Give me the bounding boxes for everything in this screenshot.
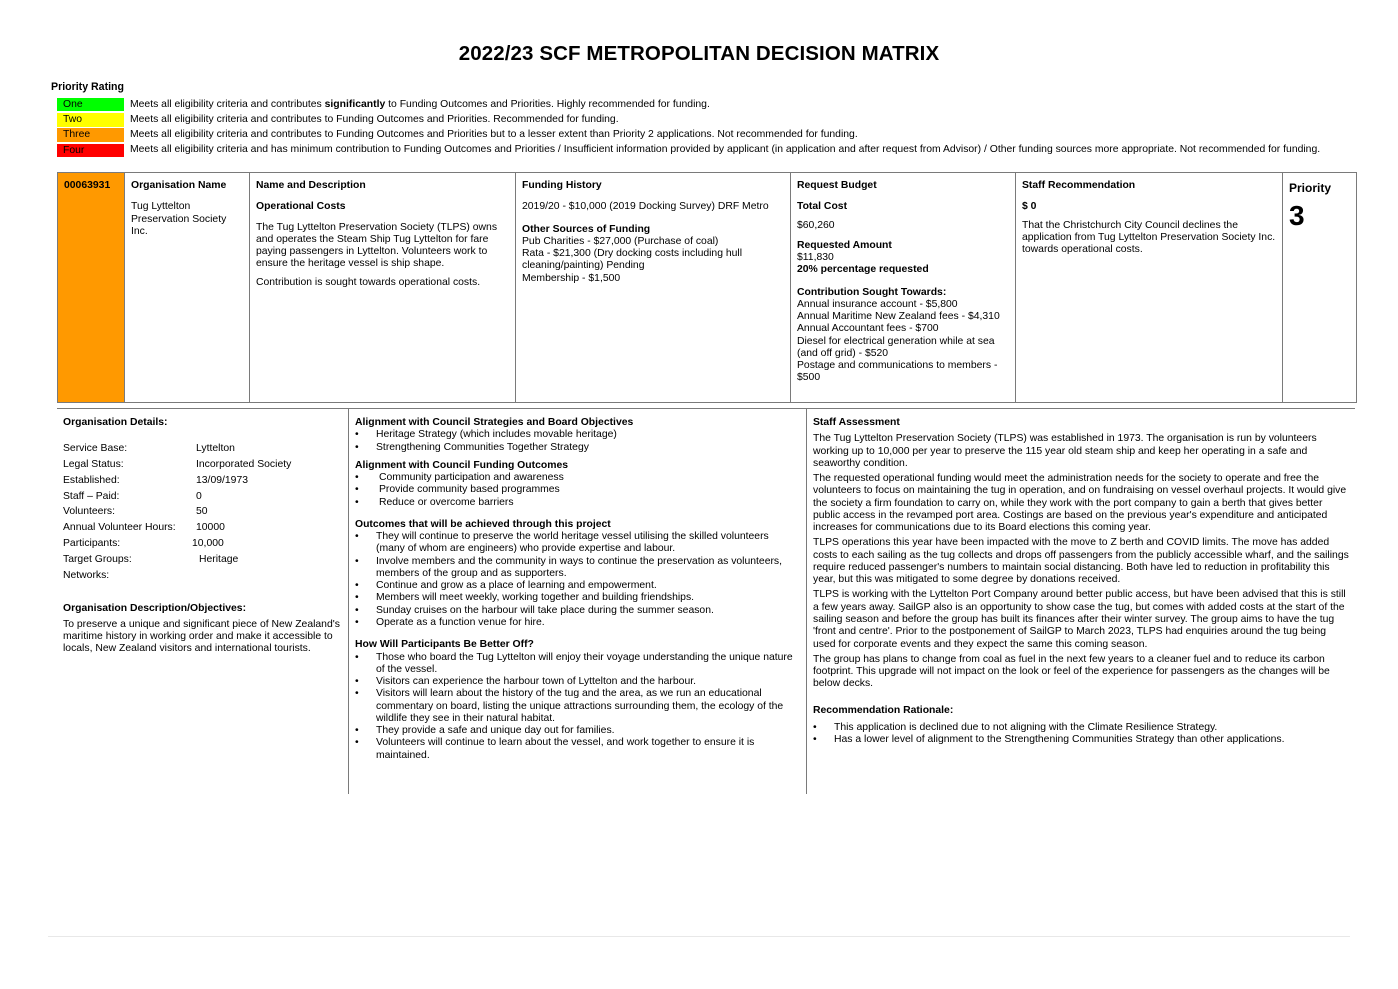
other-source-item: Rata - $21,300 (Dry docking costs including hull cleaning/painting) Pending	[522, 248, 743, 272]
request-budget-header: Request Budget	[797, 180, 877, 191]
total-cost-label: Total Cost	[797, 201, 848, 213]
priority-label: Priority	[1289, 181, 1332, 195]
priority-rating-text-end: to Funding Outcomes and Priorities. Highly recommended for funding.	[385, 98, 710, 110]
organisation-detail-label: Legal Status:	[63, 459, 124, 471]
staff-assessment-section	[806, 409, 1355, 794]
staff-recommendation-header: Staff Recommendation	[1022, 180, 1136, 191]
footer-divider	[48, 936, 1350, 937]
staff-assessment-heading: Staff Assessment	[813, 417, 900, 428]
organisation-detail-label: Service Base:	[63, 443, 128, 455]
page-title: 2022/23 SCF METROPOLITAN DECISION MATRIX	[458, 42, 940, 65]
priority-rating-swatch: One	[57, 98, 124, 112]
staff-assessment-paragraph: TLPS is working with the Lyttelton Port Company around better public access, but have been advised that this is still a few years away. SailGP also is an opportunity to show case the tug, but comes with added costs at the start of the sailing season and before the group has built its finances after their winter survey. The group aims to have the tug 'front and centre'. Prior to the postponement of SailGP to March 2023, TLPS had enquiries around the tug being used for corporate events and they expect the same this coming season.	[813, 589, 1346, 650]
organisation-detail-value: 10000	[196, 522, 225, 534]
priority-rating-text: Meets all eligibility criteria and has minimum contribution to Funding Outcomes and Priorities / Insufficient information provided by applicant (in application and after request from Advisor) / Other funding sources more appropriate. Not recommended for funding.	[130, 144, 1321, 156]
staff-recommendation-cell	[1016, 173, 1283, 402]
funding-history-header: Funding History	[522, 180, 602, 191]
organisation-detail-label: Annual Volunteer Hours:	[63, 522, 176, 534]
funding-outcome-item: • Community participation and awareness	[355, 472, 800, 484]
staff-assessment-body	[813, 433, 1349, 690]
participant-benefit-item: • Visitors can experience the harbour town of Lyttelton and the harbour.	[355, 676, 800, 688]
participant-benefit-item: • Visitors will learn about the history of the tug and the area, as we run an educational commentary on board, listing the unique attractions surrounding them, the ecology of the wildlife they see in their natural habitat.	[355, 688, 800, 725]
organisation-detail-row	[63, 457, 342, 473]
name-description-header: Name and Description	[256, 180, 366, 191]
other-source-item: Pub Charities - $27,000 (Purchase of coal)	[522, 235, 719, 247]
organisation-name-header: Organisation Name	[131, 180, 227, 191]
organisation-detail-value: 10,000	[192, 538, 224, 550]
rationale-item: • This application is declined due to not aligning with the Climate Resilience Strategy.	[813, 722, 1349, 734]
organisation-detail-label: Volunteers:	[63, 506, 115, 518]
organisation-detail-label: Established:	[63, 474, 120, 486]
requested-amount-value: $11,830	[797, 252, 834, 264]
project-outcome-item: • Sunday cruises on the harbour will take place during the summer season.	[355, 605, 800, 617]
organisation-detail-row	[63, 473, 342, 489]
organisation-detail-row	[63, 441, 342, 457]
contribution-sought-list	[797, 299, 1009, 385]
funding-outcome-item: • Provide community based programmes	[355, 484, 800, 496]
strategies-list	[355, 429, 800, 454]
requested-amount-label: Requested Amount	[797, 239, 892, 251]
application-id-cell	[58, 173, 125, 402]
rationale-item: • Has a lower level of alignment to the Strengthening Communities Strategy than other applications.	[813, 734, 1349, 746]
priority-rating-row	[57, 128, 1320, 143]
contribution-item: Annual insurance account - $5,800	[797, 298, 958, 310]
staff-assessment-paragraph: The Tug Lyttelton Preservation Society (TLPS) was established in 1973. The organisation is run by volunteers working up to 10,000 per year to preserve the 115 year old steam ship and keep her operating in a safe and seaworthy condition.	[813, 433, 1317, 469]
organisation-name: Tug Lyttelton Preservation Society Inc.	[131, 201, 227, 237]
organisation-detail-value: Incorporated Society	[196, 459, 292, 471]
recommendation-rationale-heading: Recommendation Rationale:	[813, 704, 954, 716]
organisation-description-text: To preserve a unique and significant piece of New Zealand's maritime history in working order and make it accessible to locals, New Zealand visitors and international tourists.	[63, 618, 340, 655]
funding-outcomes-heading: Alignment with Council Funding Outcomes	[355, 459, 568, 471]
staff-assessment-paragraph: TLPS operations this year have been impacted with the move to Z berth and COVID limits. The move has added costs to each sailing as the tug collects and drops off passengers from the publicly accessible wharf, and the sailings require reduced passenger's numbers to maintain social distancing. Both have led to reduction in profitability this year, but this was mitigated to some degree by donations received.	[813, 537, 1349, 586]
project-outcomes-heading: Outcomes that will be achieved through this project	[355, 518, 611, 530]
organisation-detail-row	[63, 536, 342, 552]
priority-rating-description	[130, 114, 619, 126]
other-sources-header: Other Sources of Funding	[522, 223, 651, 235]
organisation-detail-value: Lyttelton	[196, 443, 235, 455]
staff-recommendation-text: That the Christchurch City Council declines the application from Tug Lyttelton Preservation Society Inc. towards operational costs.	[1022, 219, 1276, 256]
organisation-details-heading: Organisation Details:	[63, 417, 168, 428]
total-cost-value: $60,260	[797, 219, 835, 231]
organisation-detail-row	[63, 504, 342, 520]
funding-outcome-item: • Reduce or overcome barriers	[355, 497, 800, 509]
other-sources-list	[522, 236, 784, 285]
organisation-description-heading: Organisation Description/Objectives:	[63, 603, 247, 615]
priority-rating-text: Meets all eligibility criteria and contributes to Funding Outcomes and Priorities. Recommended for funding.	[130, 113, 619, 125]
project-outcome-item: • Members will meet weekly, working together and building friendships.	[355, 592, 800, 604]
priority-rating-swatch: Three	[57, 128, 124, 142]
priority-rating-row	[57, 143, 1320, 158]
application-id: 00063931	[64, 180, 111, 191]
project-name: Operational Costs	[256, 201, 346, 213]
organisation-detail-label: Staff – Paid:	[63, 490, 120, 502]
organisation-detail-row	[63, 568, 342, 584]
recommendation-rationale-list	[813, 722, 1349, 747]
funding-history-entry: 2019/20 - $10,000 (2019 Docking Survey) DRF Metro	[522, 201, 769, 213]
requested-percentage: 20% percentage requested	[797, 264, 929, 276]
participant-benefit-item: • They provide a safe and unique day out for families.	[355, 725, 800, 737]
organisation-name-cell	[125, 173, 250, 402]
organisation-details-section	[57, 409, 348, 794]
participant-benefit-item: • Volunteers will continue to learn about the vessel, and work together to ensure it is maintained.	[355, 737, 800, 762]
priority-rating-description	[130, 144, 1320, 156]
request-budget-cell	[791, 173, 1016, 402]
priority-rating-swatch: Four	[57, 144, 124, 158]
organisation-detail-value: 0	[196, 490, 202, 502]
project-description: The Tug Lyttelton Preservation Society (TLPS) owns and operates the Steam Ship Tug Lyttelton for fare paying passengers in Lyttelton. Volunteers work to ensure the heritage vessel is ship shape.	[256, 221, 498, 270]
contribution-item: Annual Maritime New Zealand fees - $4,310	[797, 311, 1000, 323]
priority-rating-emphasis: significantly	[324, 98, 386, 110]
staff-assessment-paragraph: The group has plans to change from coal as fuel in the next few years to a cleaner fuel and to reduce its carbon footprint. This upgrade will not impact on the look or feel of the experience for passengers as the changes will be below decks.	[813, 653, 1330, 690]
organisation-detail-row	[63, 520, 342, 536]
organisation-detail-value: 13/09/1973	[196, 474, 249, 486]
project-outcome-item: • Operate as a function venue for hire.	[355, 617, 800, 629]
project-outcome-item: • They will continue to preserve the world heritage vessel utilising the skilled volunteers (many of whom are engineers) who provide expertise and labour.	[355, 531, 800, 556]
strategies-heading: Alignment with Council Strategies and Board Objectives	[355, 417, 634, 428]
priority-rating-swatch: Two	[57, 113, 124, 127]
participants-better-off-heading: How Will Participants Be Better Off?	[355, 639, 534, 651]
organisation-detail-value: Heritage	[199, 553, 239, 565]
priority-cell	[1283, 173, 1356, 402]
project-outcome-item: • Continue and grow as a place of learning and empowerment.	[355, 580, 800, 592]
contribution-sought-header: Contribution Sought Towards:	[797, 286, 947, 298]
other-source-item: Membership - $1,500	[522, 272, 621, 284]
project-outcomes-list	[355, 531, 800, 629]
participants-better-off-list	[355, 652, 800, 762]
application-summary-table	[57, 172, 1357, 403]
name-description-cell	[250, 173, 516, 402]
staff-assessment-paragraph: The requested operational funding would meet the administration needs for the society to operate and free the volunteers to focus on maintaining the tug in operation, and on fundraising on vessel overhaul projects. It would give the society a firm foundation to carry on, while they work with the port company to gain a berth that gives better public access in the revamped port area. Costings are based on the previous year's expenditure and anticipated increases for communications due to its Board elections this coming year.	[813, 473, 1347, 534]
organisation-detail-label: Target Groups:	[63, 553, 132, 565]
project-contribution-note: Contribution is sought towards operational costs.	[256, 276, 481, 288]
priority-rating-legend	[57, 97, 1320, 158]
organisation-detail-label: Networks:	[63, 569, 110, 581]
funding-outcomes-list	[355, 472, 800, 509]
alignment-section	[348, 409, 806, 794]
priority-rating-text: Meets all eligibility criteria and contributes	[130, 98, 325, 110]
contribution-item: Postage and communications to members - $500	[797, 360, 998, 384]
organisation-detail-row	[63, 552, 342, 568]
funding-history-cell	[516, 173, 791, 402]
strategy-item: • Strengthening Communities Together Strategy	[355, 442, 800, 454]
priority-rating-description	[130, 99, 710, 111]
organisation-detail-label: Participants:	[63, 538, 121, 550]
strategy-item: • Heritage Strategy (which includes movable heritage)	[355, 429, 800, 441]
participant-benefit-item: • Those who board the Tug Lyttelton will enjoy their voyage understanding the unique nature of the vessel.	[355, 652, 800, 677]
priority-rating-description	[130, 129, 858, 141]
organisation-detail-row	[63, 489, 342, 505]
contribution-item: Annual Accountant fees - $700	[797, 323, 939, 335]
priority-rating-text: Meets all eligibility criteria and contributes to Funding Outcomes and Priorities but to a lesser extent than Priority 2 applications. Not recommended for funding.	[130, 129, 858, 141]
priority-rating-row	[57, 112, 1320, 127]
project-outcome-item: • Involve members and the community in ways to continue the preservation as volunteers, members of the group and as supporters.	[355, 556, 800, 581]
staff-recommendation-amount: $ 0	[1022, 201, 1037, 213]
priority-rating-heading: Priority Rating	[51, 81, 124, 93]
organisation-detail-value: 50	[196, 506, 208, 518]
priority-rating-row	[57, 97, 1320, 112]
priority-value: 3	[1289, 200, 1305, 232]
organisation-details-list	[63, 441, 342, 583]
contribution-item: Diesel for electrical generation while at sea (and off grid) - $520	[797, 335, 995, 359]
